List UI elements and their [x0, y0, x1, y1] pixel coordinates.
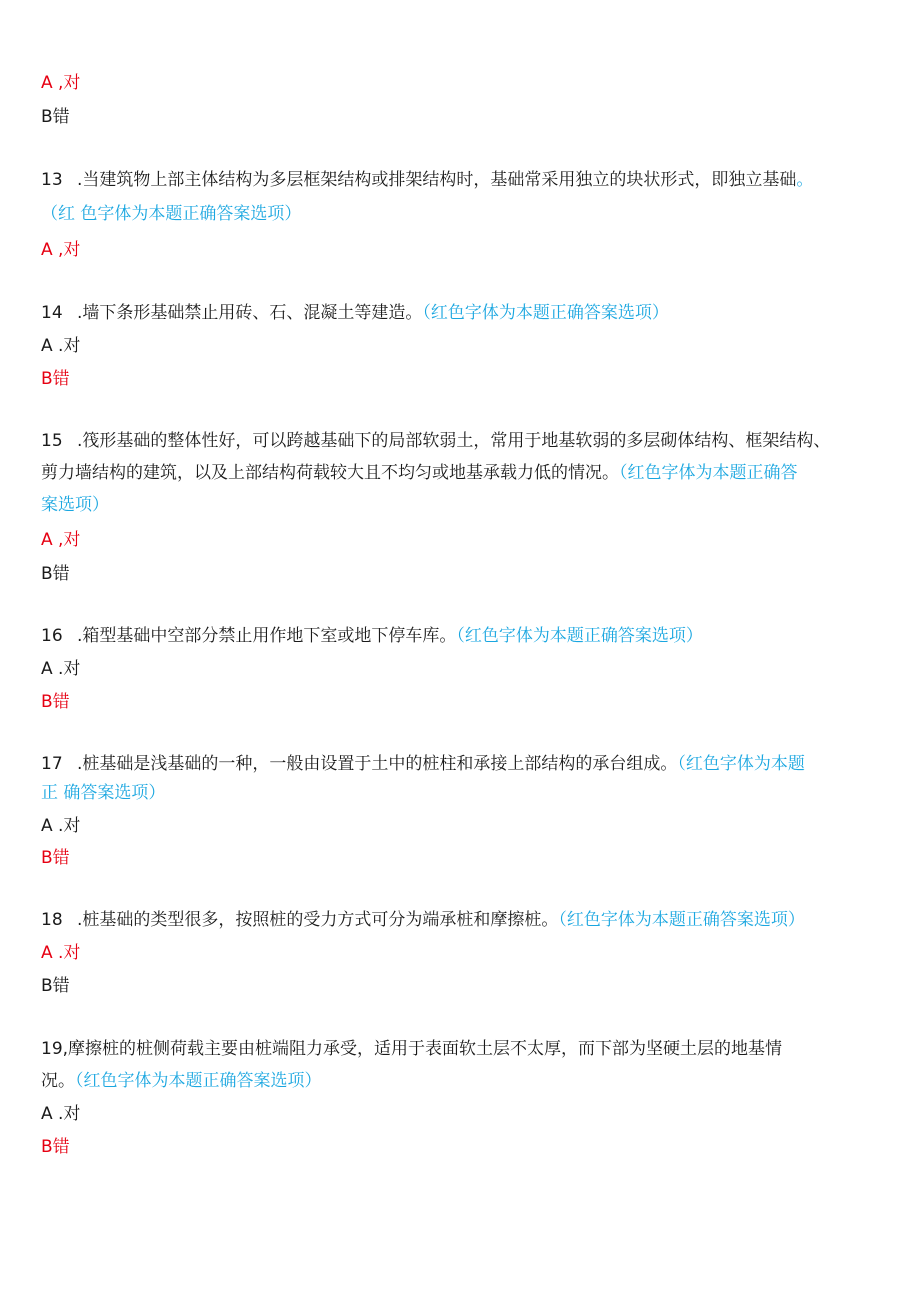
q19-text-line2: 况。 — [41, 1071, 75, 1091]
q16-number: 16 — [41, 626, 63, 646]
q15-option-a: A ,对 — [41, 530, 81, 550]
q17-hint-line2: 正 确答案选项） — [41, 783, 166, 803]
q14-option-b: B错 — [41, 369, 70, 389]
q19-hint: （红色字体为本题正确答案选项） — [75, 1071, 322, 1091]
q17-hint-line1: （红色字体为本题 — [677, 754, 805, 774]
q13-question-line1 — [41, 168, 813, 192]
q19-question-line1: 19,摩擦桩的桩侧荷载主要由桩端阻力承受，适用于表面软土层不太厚，而下部为坚硬土层的地基情 — [41, 1039, 783, 1059]
q14-question — [41, 301, 669, 325]
q14-text: .墙下条形基础禁止用砖、石、混凝土等建造。 — [77, 303, 423, 323]
q12-option-a: A ,对 — [41, 73, 81, 93]
q18-number: 18 — [41, 910, 63, 930]
q16-option-a: A .对 — [41, 659, 81, 679]
q18-option-b: B错 — [41, 976, 70, 996]
q13-text-end: 。 — [796, 170, 814, 190]
q19-option-b: B错 — [41, 1137, 70, 1157]
q12-option-b: B错 — [41, 107, 70, 127]
q17-text: .桩基础是浅基础的一种，一般由设置于土中的桩柱和承接上部结构的承台组成。 — [77, 754, 678, 774]
q16-text: .箱型基础中空部分禁止用作地下室或地下停车库。 — [77, 626, 457, 646]
q17-number: 17 — [41, 754, 63, 774]
q13-text: .当建筑物上部主体结构为多层框架结构或排架结构时，基础常采用独立的块状形式，即独立基础 — [77, 170, 797, 190]
q18-option-a: A .对 — [41, 943, 81, 963]
q15-question-line1 — [41, 429, 830, 453]
q18-hint: （红色字体为本题正确答案选项） — [558, 910, 805, 930]
q16-question — [41, 624, 703, 648]
q15-hint-line2: （红色字体为本题正确答 — [619, 463, 798, 483]
q19-question-line2 — [41, 1069, 322, 1093]
q17-question-line1 — [41, 752, 805, 776]
q14-number: 14 — [41, 303, 63, 323]
q13-number: 13 — [41, 170, 63, 190]
q15-option-b: B错 — [41, 564, 70, 584]
q13-option-a: A ,对 — [41, 240, 81, 260]
q18-text: .桩基础的类型很多，按照桩的受力方式可分为端承桩和摩擦桩。 — [77, 910, 559, 930]
q14-option-a: A .对 — [41, 336, 81, 356]
q15-hint-line3: 案选项） — [41, 495, 109, 515]
q18-question — [41, 908, 805, 932]
q17-option-b: B错 — [41, 848, 70, 868]
q17-option-a: A .对 — [41, 816, 81, 836]
q15-question-line2 — [41, 461, 798, 485]
q19-option-a: A .对 — [41, 1104, 81, 1124]
q16-option-b: B错 — [41, 692, 70, 712]
q16-hint: （红色字体为本题正确答案选项） — [456, 626, 703, 646]
q14-hint: （红色字体为本题正确答案选项） — [422, 303, 669, 323]
q13-hint: （红 色字体为本题正确答案选项） — [41, 204, 302, 224]
q15-number: 15 — [41, 431, 63, 451]
q15-text-line2: 剪力墙结构的建筑，以及上部结构荷载较大且不均匀或地基承载力低的情况。 — [41, 463, 619, 483]
q15-text-line1: .筏形基础的整体性好，可以跨越基础下的局部软弱土，常用于地基软弱的多层砌体结构、框架结构、 — [77, 431, 831, 451]
